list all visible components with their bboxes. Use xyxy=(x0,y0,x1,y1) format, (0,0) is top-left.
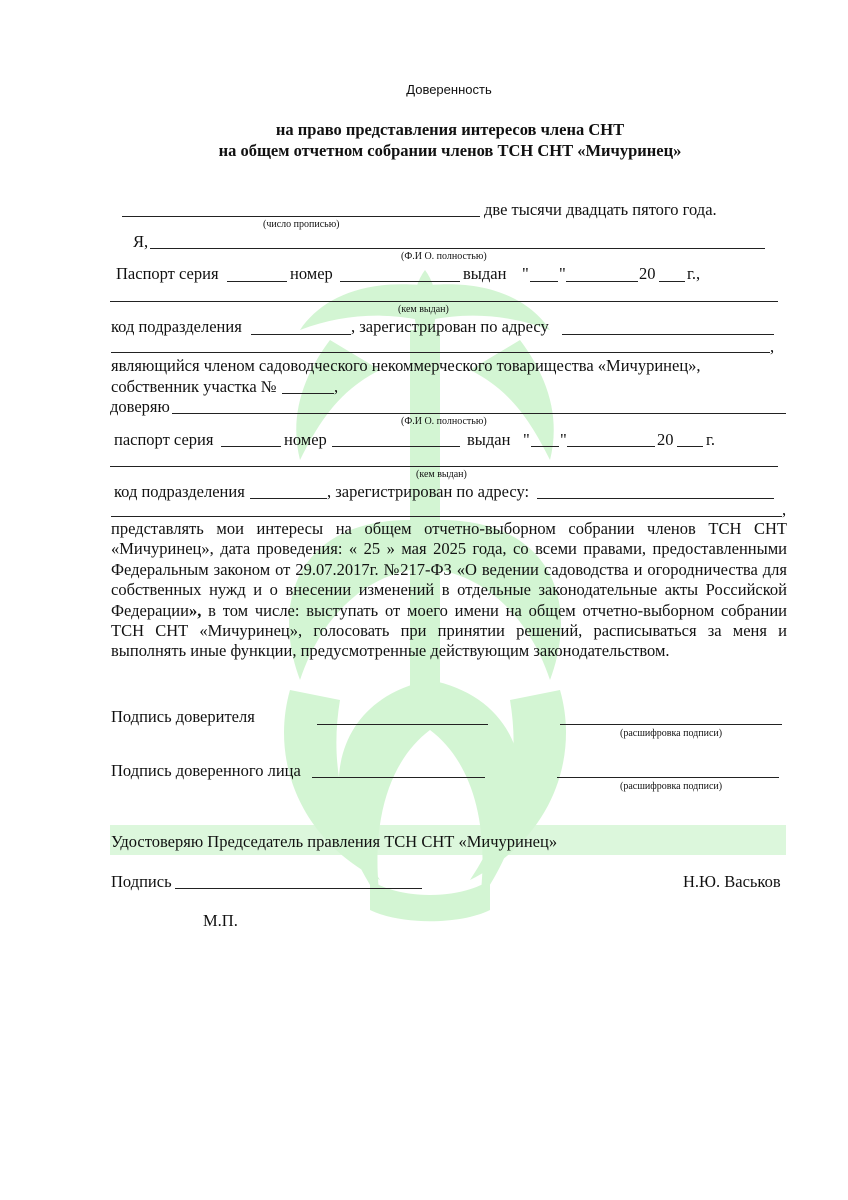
year-prefix-2: 20 xyxy=(657,430,674,449)
authority-paragraph xyxy=(111,519,787,662)
number-label-2: номер xyxy=(284,430,327,449)
member-text: являющийся членом садоводческого некоммерческого товарищества «Мичуринец», xyxy=(111,356,701,375)
quote-open-2: " xyxy=(523,430,530,449)
quote-close: " xyxy=(559,264,566,283)
date-hint: (число прописью) xyxy=(263,219,340,230)
attorney-signature-label: Подпись доверенного лица xyxy=(111,761,301,780)
document-type: Доверенность xyxy=(406,82,492,97)
attorney-fio-blank[interactable] xyxy=(172,413,786,414)
address-blank-2[interactable] xyxy=(111,352,770,353)
plot-number-blank[interactable] xyxy=(282,393,334,394)
attorney-signature-blank[interactable] xyxy=(312,777,485,778)
fio-hint-2: (Ф.И О. полностью) xyxy=(401,416,487,427)
quote-close-2: " xyxy=(560,430,567,449)
address-blank-3[interactable] xyxy=(537,498,774,499)
trust-label: доверяю xyxy=(110,397,170,416)
paragraph-bold: », xyxy=(188,600,202,620)
issue-year-blank[interactable] xyxy=(659,281,685,282)
seal-label: М.П. xyxy=(203,911,238,930)
address-blank[interactable] xyxy=(562,334,774,335)
issue-year-blank-2[interactable] xyxy=(677,446,703,447)
address-comma-2: , xyxy=(782,500,787,519)
year-suffix: г., xyxy=(687,264,701,283)
passport-series-label: Паспорт серия xyxy=(116,264,219,283)
issued-by-blank-2[interactable] xyxy=(110,466,778,467)
issued-label: выдан xyxy=(463,264,507,283)
year-prefix: 20 xyxy=(639,264,656,283)
passport-number-blank-2[interactable] xyxy=(332,446,460,447)
attorney-decode-blank[interactable] xyxy=(557,777,779,778)
passport-series-blank[interactable] xyxy=(227,281,287,282)
principal-fio-blank[interactable] xyxy=(150,248,765,249)
title-line-2: на общем отчетном собрании членов ТСН СНТ «Мичуринец» xyxy=(218,141,682,160)
chair-signature-label: Подпись xyxy=(111,872,172,891)
address-comma: , xyxy=(770,337,775,356)
decode-hint-2: (расшифровка подписи) xyxy=(620,781,723,792)
issue-month-blank-2[interactable] xyxy=(567,446,655,447)
chair-name: Н.Ю. Васьков xyxy=(683,872,781,891)
issued-by-blank[interactable] xyxy=(110,301,778,302)
passport-series-label-2: паспорт серия xyxy=(114,430,214,449)
division-code-blank[interactable] xyxy=(251,334,351,335)
date-blank[interactable] xyxy=(122,216,480,217)
issue-day-blank[interactable] xyxy=(530,281,558,282)
paragraph-part-1: представлять мои интересы на общем отчетно-выборном собрании членов ТСН СНТ «Мичуринец», дата проведения: « 25 » мая 2025 года, со всеми правами, предоставленными Федеральным законом от 29.07.2017г. №217-ФЗ «О ведении садоводства и огородничества для собственных нужд и о внесении изменений в отдельные законодательные акты Российской Федерации xyxy=(111,519,787,620)
decode-hint: (расшифровка подписи) xyxy=(620,728,723,739)
passport-series-blank-2[interactable] xyxy=(221,446,281,447)
principal-signature-blank[interactable] xyxy=(317,724,488,725)
issue-month-blank[interactable] xyxy=(566,281,638,282)
certify-text: Удостоверяю Председатель правления ТСН СНТ «Мичуринец» xyxy=(111,832,558,851)
passport-number-blank[interactable] xyxy=(340,281,460,282)
chair-signature-blank[interactable] xyxy=(175,888,422,889)
year-suffix-2: г. xyxy=(706,430,716,449)
paragraph-part-2: в том числе: выступать от моего имени на общем отчетно-выборном собрании ТСН СНТ «Мичуринец», голосовать при принятии решений, расписываться за меня и выполнять иные функции, предусмотренные действующим законодательством. xyxy=(111,600,787,661)
issued-label-2: выдан xyxy=(467,430,511,449)
quote-open: " xyxy=(522,264,529,283)
division-code-label-2: код подразделения xyxy=(114,482,245,501)
division-code-label: код подразделения xyxy=(111,317,242,336)
owner-label: собственник участка № xyxy=(111,377,277,396)
principal-signature-label: Подпись доверителя xyxy=(111,707,255,726)
issued-by-hint: (кем выдан) xyxy=(398,304,449,315)
fio-hint: (Ф.И О. полностью) xyxy=(401,251,487,262)
registered-label-2: , зарегистрирован по адресу: xyxy=(327,482,530,501)
date-suffix: две тысячи двадцать пятого года. xyxy=(484,200,717,219)
principal-decode-blank[interactable] xyxy=(560,724,782,725)
owner-comma: , xyxy=(334,377,339,396)
title-line-1: на право представления интересов члена СНТ xyxy=(275,120,625,139)
division-code-blank-2[interactable] xyxy=(250,498,327,499)
issue-day-blank-2[interactable] xyxy=(531,446,559,447)
issued-by-hint-2: (кем выдан) xyxy=(416,469,467,480)
registered-label: , зарегистрирован по адресу xyxy=(351,317,549,336)
i-label: Я, xyxy=(133,232,149,251)
number-label: номер xyxy=(290,264,333,283)
address-blank-4[interactable] xyxy=(111,516,782,517)
